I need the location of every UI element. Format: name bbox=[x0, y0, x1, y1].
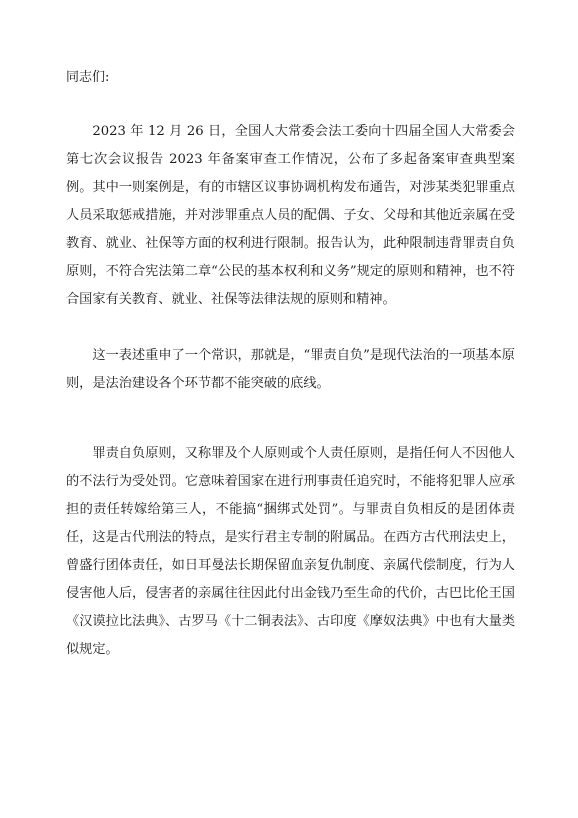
greeting: 同志们: bbox=[66, 70, 110, 85]
document-body bbox=[66, 64, 515, 708]
paragraph-1: 2023 年 12 月 26 日，全国人大常委会法工委向十四届全国人大常委会第七次会议报告 2023 年备案审查工作情况，公布了多起备案审查典型案例。其中一则案例是，有的市辖区议事协调机构发布通告，对涉某类犯罪重点人员采取惩戒措施，并对涉罪重点人员的配偶、子女、父母和其他近亲属在受教育、就业、社保等方面的权利进行限制。报告认为，此种限制违背罪责自负原则，不符合宪法第二章“公民的基本权利和义务”规定的原则和精神，也不符合国家有关教育、就业、社保等法律法规的原则和精神。 bbox=[66, 124, 515, 307]
paragraph-3: 罪责自负原则，又称罪及个人原则或个人责任原则，是指任何人不因他人的不法行为受处罚。它意味着国家在进行刑事责任追究时，不能将犯罪人应承担的责任转嫁给第三人，不能搞“捆绑式处罚”。与罪责自负相反的是团体责任，这是古代刑法的特点，是实行君主专制的附属品。在西方古代刑法史上，曾盛行团体责任，如日耳曼法长期保留血亲复仇制度、亲属代偿制度，行为人侵害他人后，侵害者的亲属往往因此付出金钱乃至生命的代价，古巴比伦王国《汉谟拉比法典》、古罗马《十二铜表法》、古印度《摩奴法典》中也有大量类似规定。 bbox=[66, 446, 515, 657]
paragraph-2: 这一表述重申了一个常识，那就是，“罪责自负”是现代法治的一项基本原则，是法治建设各个环节都不能突破的底线。 bbox=[66, 348, 515, 391]
